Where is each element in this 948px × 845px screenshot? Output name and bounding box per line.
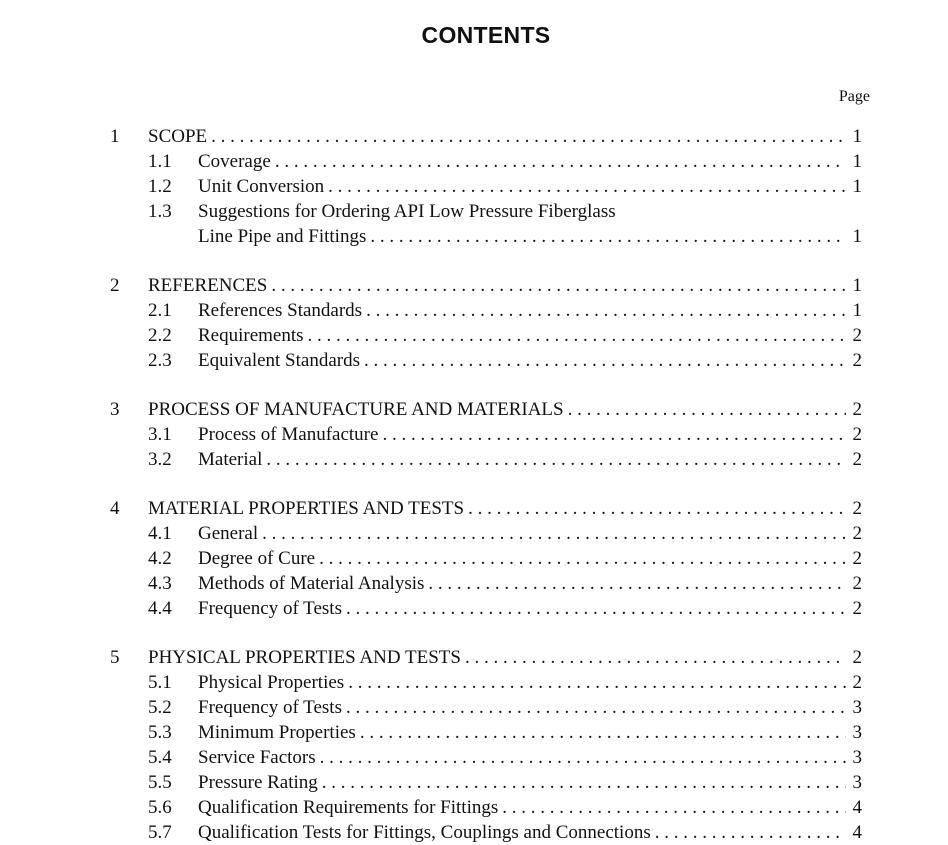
toc-subsection[interactable] bbox=[110, 298, 862, 323]
toc-number: 4 bbox=[110, 498, 120, 519]
dot-leader bbox=[262, 521, 846, 546]
toc-title: Pressure Rating bbox=[198, 772, 318, 793]
toc-title: General bbox=[198, 523, 259, 544]
toc-page-number: 1 bbox=[852, 275, 862, 296]
toc-page-number: 3 bbox=[852, 747, 862, 768]
toc-page-number: 4 bbox=[852, 822, 862, 843]
toc-title: Physical Properties bbox=[198, 672, 345, 693]
toc-subsection[interactable] bbox=[110, 795, 862, 820]
toc-page-number: 2 bbox=[852, 325, 862, 346]
toc-subsection[interactable] bbox=[110, 546, 862, 571]
toc-number: 5.1 bbox=[148, 672, 172, 693]
toc-page-number: 3 bbox=[852, 772, 862, 793]
toc-number: 1.3 bbox=[148, 201, 172, 222]
toc-title: Qualification Tests for Fittings, Couplings and Connections bbox=[198, 822, 651, 843]
toc-number: 3.1 bbox=[148, 424, 172, 445]
toc-subsection[interactable] bbox=[110, 447, 862, 472]
toc-title: Methods of Material Analysis bbox=[198, 573, 425, 594]
toc-section[interactable] bbox=[110, 645, 862, 670]
dot-leader bbox=[568, 397, 846, 422]
toc-subsection[interactable] bbox=[110, 745, 862, 770]
toc-page-number: 2 bbox=[852, 548, 862, 569]
toc-subsection[interactable] bbox=[110, 820, 862, 845]
toc-page-number: 2 bbox=[852, 523, 862, 544]
toc-title: Requirements bbox=[198, 325, 304, 346]
toc-title: Minimum Properties bbox=[198, 722, 356, 743]
dot-leader bbox=[320, 745, 846, 770]
toc-title: Coverage bbox=[198, 151, 271, 172]
toc-number: 1.1 bbox=[148, 151, 172, 172]
section-gap bbox=[110, 621, 862, 645]
toc-title: PROCESS OF MANUFACTURE AND MATERIALS bbox=[148, 399, 564, 420]
toc-subsection[interactable] bbox=[110, 695, 862, 720]
section-gap bbox=[110, 472, 862, 496]
toc-title: PHYSICAL PROPERTIES AND TESTS bbox=[148, 647, 461, 668]
dot-leader bbox=[468, 496, 846, 521]
toc-page-number: 2 bbox=[852, 399, 862, 420]
toc-page-number: 3 bbox=[852, 722, 862, 743]
toc-number: 1 bbox=[110, 126, 120, 147]
toc-subsection[interactable] bbox=[110, 670, 862, 695]
toc-number: 5.3 bbox=[148, 722, 172, 743]
toc-page-number: 2 bbox=[852, 424, 862, 445]
toc-number: 5.7 bbox=[148, 822, 172, 843]
dot-leader bbox=[364, 348, 846, 373]
toc-title: Service Factors bbox=[198, 747, 316, 768]
toc-subsection[interactable] bbox=[110, 199, 862, 224]
toc-subsection[interactable] bbox=[110, 149, 862, 174]
toc-page-number: 2 bbox=[852, 350, 862, 371]
toc-page-number: 2 bbox=[852, 498, 862, 519]
dot-leader bbox=[655, 820, 846, 845]
toc-title: Degree of Cure bbox=[198, 548, 316, 569]
toc-number: 2.1 bbox=[148, 300, 172, 321]
page-column-label: Page bbox=[838, 88, 870, 105]
toc-subsection[interactable] bbox=[110, 596, 862, 621]
toc-title: Frequency of Tests bbox=[198, 697, 342, 718]
toc-subsection[interactable] bbox=[110, 323, 862, 348]
dot-leader bbox=[370, 224, 846, 249]
toc-page-number: 1 bbox=[852, 300, 862, 321]
toc-page-number: 2 bbox=[852, 598, 862, 619]
dot-leader bbox=[382, 422, 846, 447]
toc-section[interactable] bbox=[110, 496, 862, 521]
toc-subsection[interactable] bbox=[110, 720, 862, 745]
toc-title: Line Pipe and Fittings bbox=[198, 226, 367, 247]
toc-number: 4.4 bbox=[148, 598, 172, 619]
dot-leader bbox=[465, 645, 846, 670]
dot-leader bbox=[319, 546, 846, 571]
dot-leader bbox=[366, 298, 846, 323]
toc-page-number: 4 bbox=[852, 797, 862, 818]
toc-title: References Standards bbox=[198, 300, 363, 321]
toc-subsection[interactable] bbox=[110, 174, 862, 199]
toc-number: 1.2 bbox=[148, 176, 172, 197]
toc-subsection[interactable] bbox=[110, 521, 862, 546]
toc-number: 5.2 bbox=[148, 697, 172, 718]
toc-page-number: 1 bbox=[852, 151, 862, 172]
toc-number: 4.1 bbox=[148, 523, 172, 544]
toc-subsection-continued[interactable] bbox=[110, 224, 862, 249]
toc-subsection[interactable] bbox=[110, 770, 862, 795]
dot-leader bbox=[275, 149, 846, 174]
toc-subsection[interactable] bbox=[110, 422, 862, 447]
dot-leader bbox=[266, 447, 846, 472]
toc-number: 5 bbox=[110, 647, 120, 668]
toc-title: Qualification Requirements for Fittings bbox=[198, 797, 499, 818]
toc-number: 4.3 bbox=[148, 573, 172, 594]
toc-number: 2 bbox=[110, 275, 120, 296]
toc-section[interactable] bbox=[110, 273, 862, 298]
dot-leader bbox=[328, 174, 846, 199]
toc-title: Process of Manufacture bbox=[198, 424, 379, 445]
dot-leader bbox=[346, 596, 846, 621]
toc-number: 2.2 bbox=[148, 325, 172, 346]
toc-title: MATERIAL PROPERTIES AND TESTS bbox=[148, 498, 465, 519]
toc-number: 2.3 bbox=[148, 350, 172, 371]
toc-page-number: 1 bbox=[852, 226, 862, 247]
dot-leader bbox=[211, 124, 846, 149]
toc-title: Frequency of Tests bbox=[198, 598, 342, 619]
toc-page-number: 2 bbox=[852, 573, 862, 594]
toc-number: 5.5 bbox=[148, 772, 172, 793]
toc-number: 5.6 bbox=[148, 797, 172, 818]
dot-leader bbox=[348, 670, 846, 695]
toc-page-number: 3 bbox=[852, 697, 862, 718]
dot-leader bbox=[502, 795, 846, 820]
toc-title: Material bbox=[198, 449, 263, 470]
dot-leader bbox=[322, 770, 846, 795]
dot-leader bbox=[346, 695, 846, 720]
toc-number: 3.2 bbox=[148, 449, 172, 470]
toc-number: 5.4 bbox=[148, 747, 172, 768]
toc-page-number: 2 bbox=[852, 449, 862, 470]
table-of-contents bbox=[110, 124, 862, 845]
dot-leader bbox=[271, 273, 846, 298]
page-title: CONTENTS bbox=[421, 22, 551, 48]
toc-title: REFERENCES bbox=[148, 275, 268, 296]
toc-page-number: 1 bbox=[852, 176, 862, 197]
toc-title: SCOPE bbox=[148, 126, 208, 147]
toc-section[interactable] bbox=[110, 397, 862, 422]
dot-leader bbox=[308, 323, 846, 348]
toc-page-number: 1 bbox=[852, 126, 862, 147]
toc-title: Suggestions for Ordering API Low Pressure Fiberglass bbox=[198, 201, 616, 222]
section-gap bbox=[110, 373, 862, 397]
section-gap bbox=[110, 249, 862, 273]
toc-section[interactable] bbox=[110, 124, 862, 149]
toc-subsection[interactable] bbox=[110, 348, 862, 373]
toc-title: Equivalent Standards bbox=[198, 350, 360, 371]
toc-title: Unit Conversion bbox=[198, 176, 325, 197]
dot-leader bbox=[428, 571, 846, 596]
toc-page-number: 2 bbox=[852, 672, 862, 693]
toc-page-number: 2 bbox=[852, 647, 862, 668]
toc-subsection[interactable] bbox=[110, 571, 862, 596]
toc-number: 4.2 bbox=[148, 548, 172, 569]
toc-number: 3 bbox=[110, 399, 120, 420]
dot-leader bbox=[360, 720, 846, 745]
